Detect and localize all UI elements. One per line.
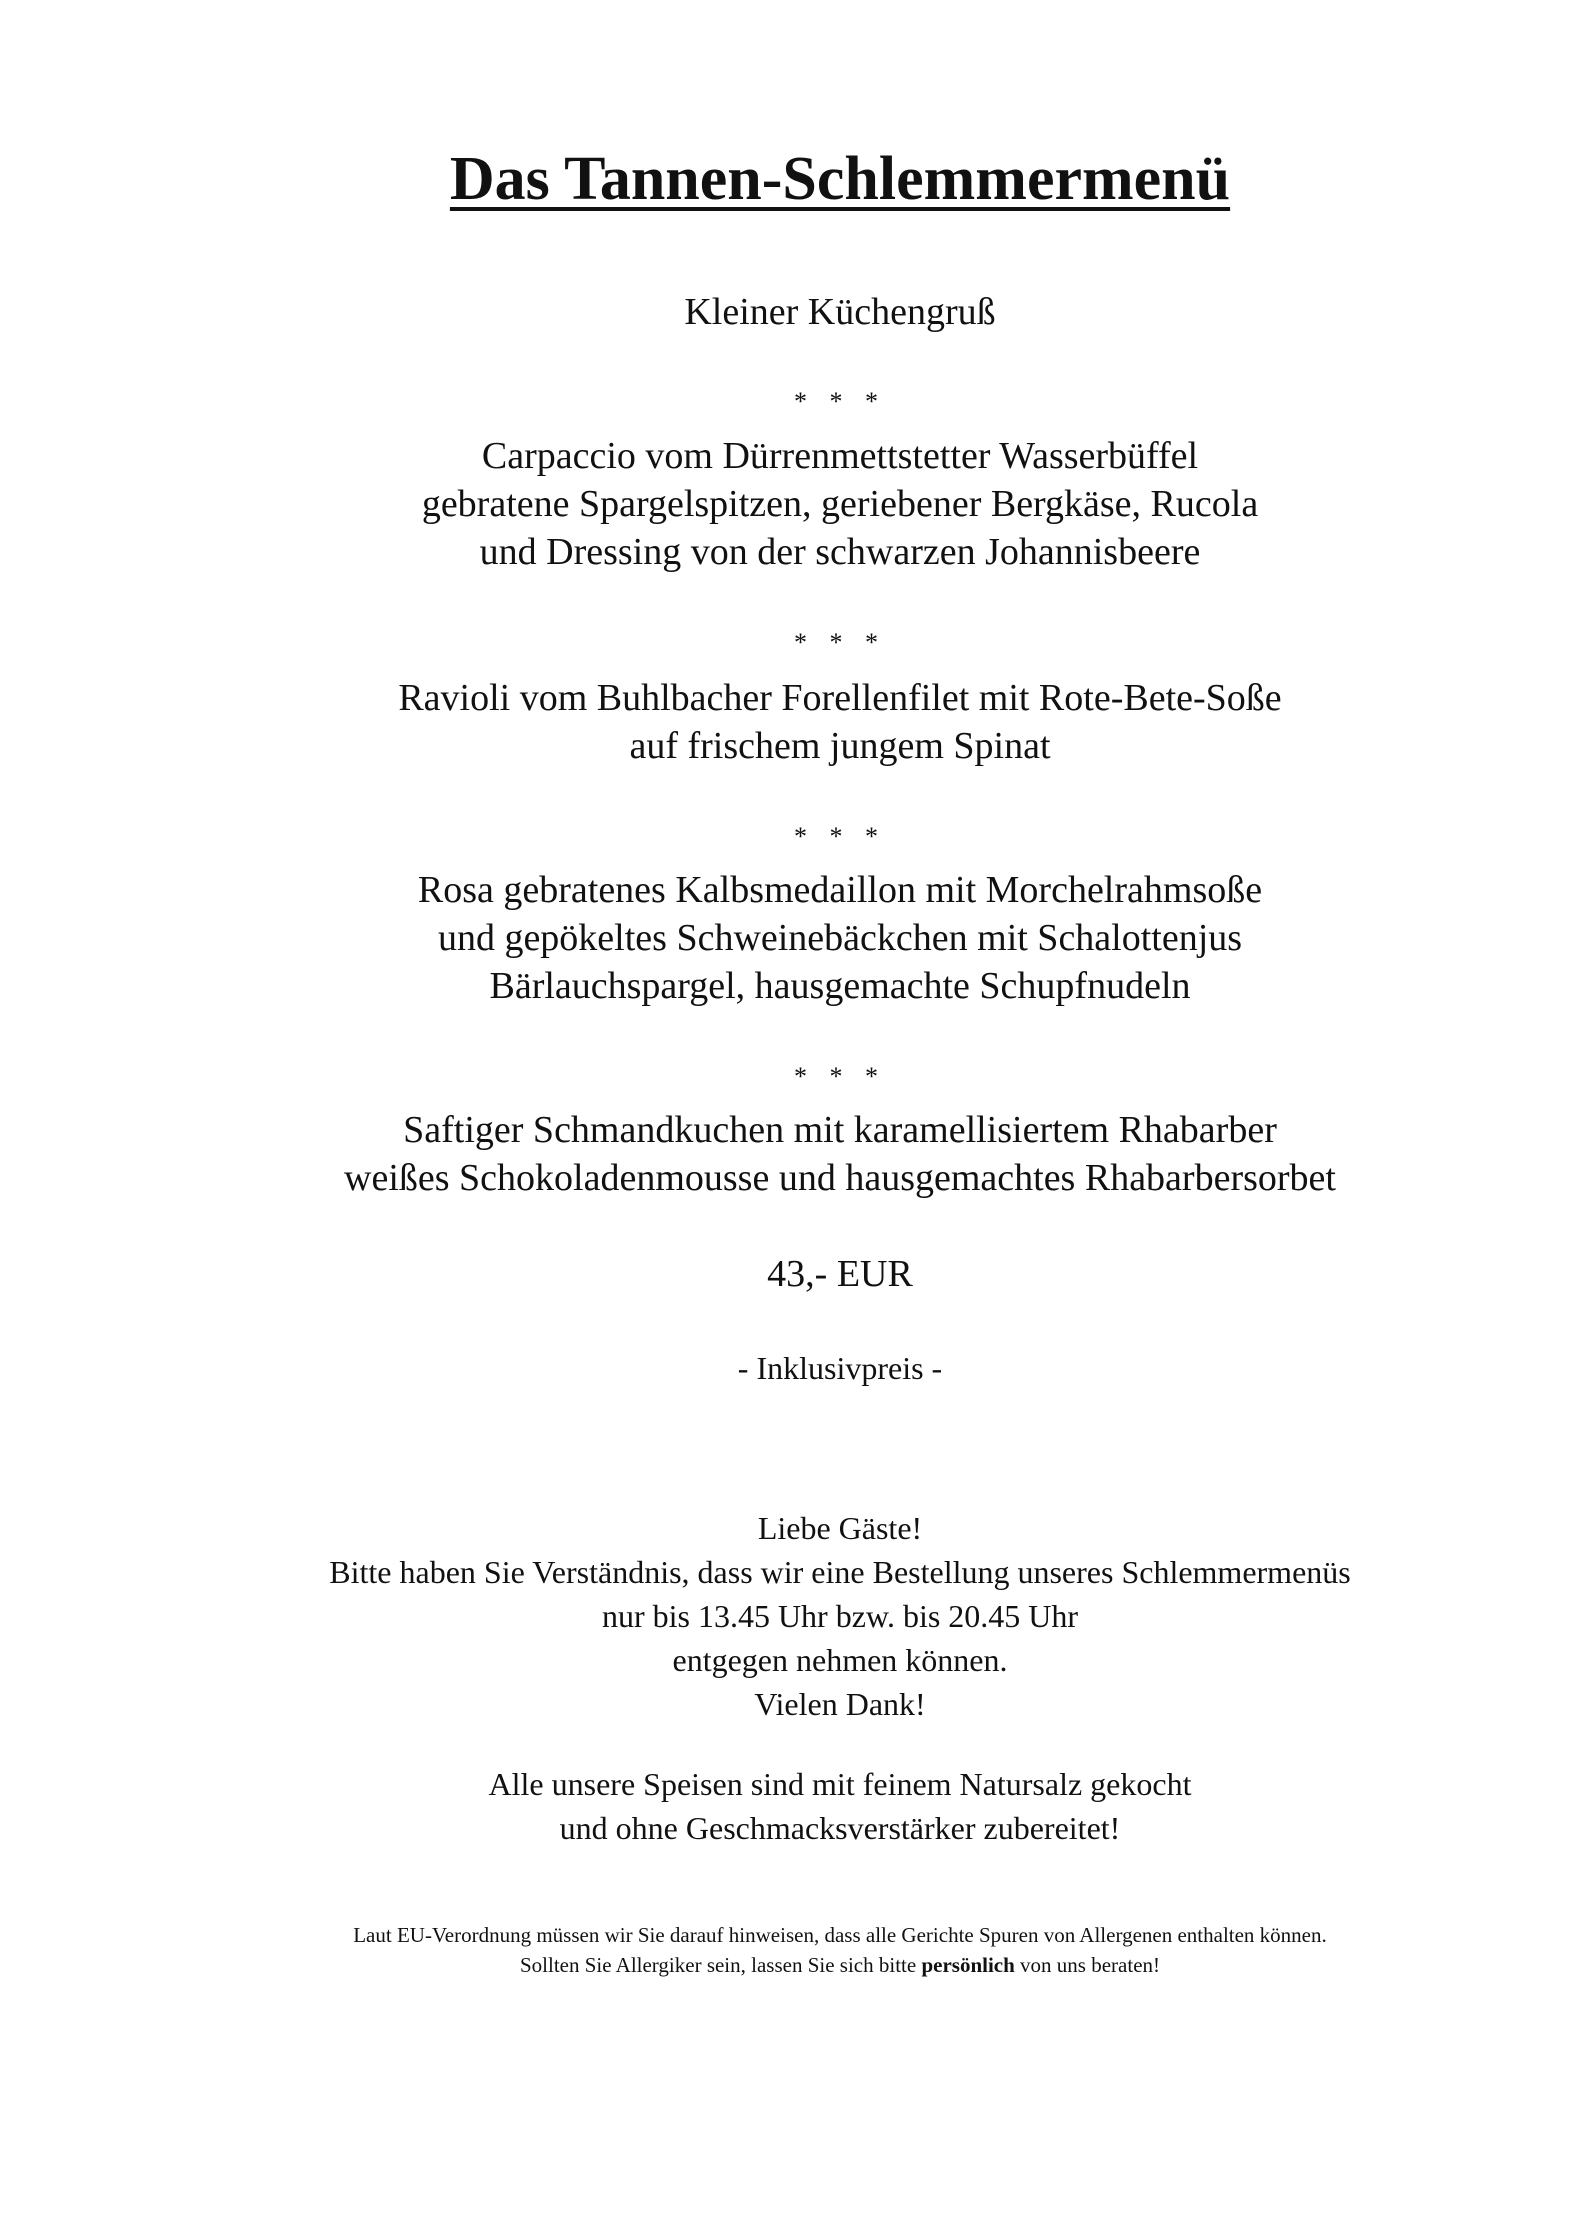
course-4 bbox=[240, 866, 1440, 1010]
course-line: Ravioli vom Buhlbacher Forellenfilet mit Rote-Bete-Soße bbox=[398, 677, 1282, 719]
course-separator: * * * bbox=[794, 822, 886, 851]
course-separator: * * * bbox=[794, 1062, 886, 1091]
course-line: und gepökeltes Schweinebäckchen mit Schalottenjus bbox=[437, 917, 1243, 959]
course-5 bbox=[240, 1106, 1440, 1202]
allergy-line-2 bbox=[200, 1950, 1480, 1980]
course-line: Rosa gebratenes Kalbsmedaillon mit Morchelrahmsoße bbox=[417, 869, 1263, 911]
course-line: und Dressing von der schwarzen Johannisbeere bbox=[479, 531, 1201, 573]
course-1 bbox=[240, 288, 1440, 336]
allergy-text: von uns beraten! bbox=[1014, 1953, 1161, 1977]
course-line: auf frischem jungem Spinat bbox=[629, 725, 1051, 767]
course-line: Kleiner Küchengruß bbox=[684, 291, 996, 333]
course-line: Bärlauchspargel, hausgemachte Schupfnudeln bbox=[489, 965, 1191, 1007]
allergy-text: Sollten Sie Allergiker sein, lassen Sie sich bitte bbox=[519, 1953, 922, 1977]
notice-line: Bitte haben Sie Verständnis, dass wir eine Bestellung unseres Schlemmermenüs bbox=[329, 1554, 1351, 1590]
salt-note bbox=[200, 1762, 1480, 1850]
course-line: Carpaccio vom Dürrenmettstetter Wasserbüffel bbox=[481, 435, 1199, 477]
allergy-notice bbox=[200, 1920, 1480, 1980]
menu-price: 43,- EUR bbox=[767, 1253, 913, 1295]
notice-greeting: Liebe Gäste! bbox=[757, 1510, 923, 1546]
salt-note-line: Alle unsere Speisen sind mit feinem Natursalz gekocht bbox=[488, 1766, 1192, 1802]
allergy-emphasis: persönlich bbox=[921, 1953, 1015, 1977]
course-separator: * * * bbox=[794, 387, 886, 416]
price-note: - Inklusivpreis - bbox=[737, 1350, 943, 1386]
course-line: gebratene Spargelspitzen, geriebener Bergkäse, Rucola bbox=[421, 483, 1259, 525]
guest-notice bbox=[200, 1506, 1480, 1726]
menu-title: Das Tannen-Schlemmermenü bbox=[449, 145, 1231, 213]
notice-line: nur bis 13.45 Uhr bzw. bis 20.45 Uhr bbox=[601, 1598, 1079, 1634]
course-line: Saftiger Schmandkuchen mit karamellisiertem Rhabarber bbox=[403, 1109, 1277, 1151]
course-line: weißes Schokoladenmousse und hausgemachtes Rhabarbersorbet bbox=[344, 1157, 1336, 1199]
allergy-line: Laut EU-Verordnung müssen wir Sie darauf hinweisen, dass alle Gerichte Spuren von Allergenen enthalten können. bbox=[353, 1923, 1327, 1947]
salt-note-line: und ohne Geschmacksverstärker zubereitet! bbox=[559, 1810, 1121, 1846]
notice-thanks: Vielen Dank! bbox=[754, 1686, 926, 1722]
notice-line: entgegen nehmen können. bbox=[672, 1642, 1008, 1678]
course-2 bbox=[240, 432, 1440, 576]
course-3 bbox=[240, 674, 1440, 770]
course-separator: * * * bbox=[794, 628, 886, 657]
